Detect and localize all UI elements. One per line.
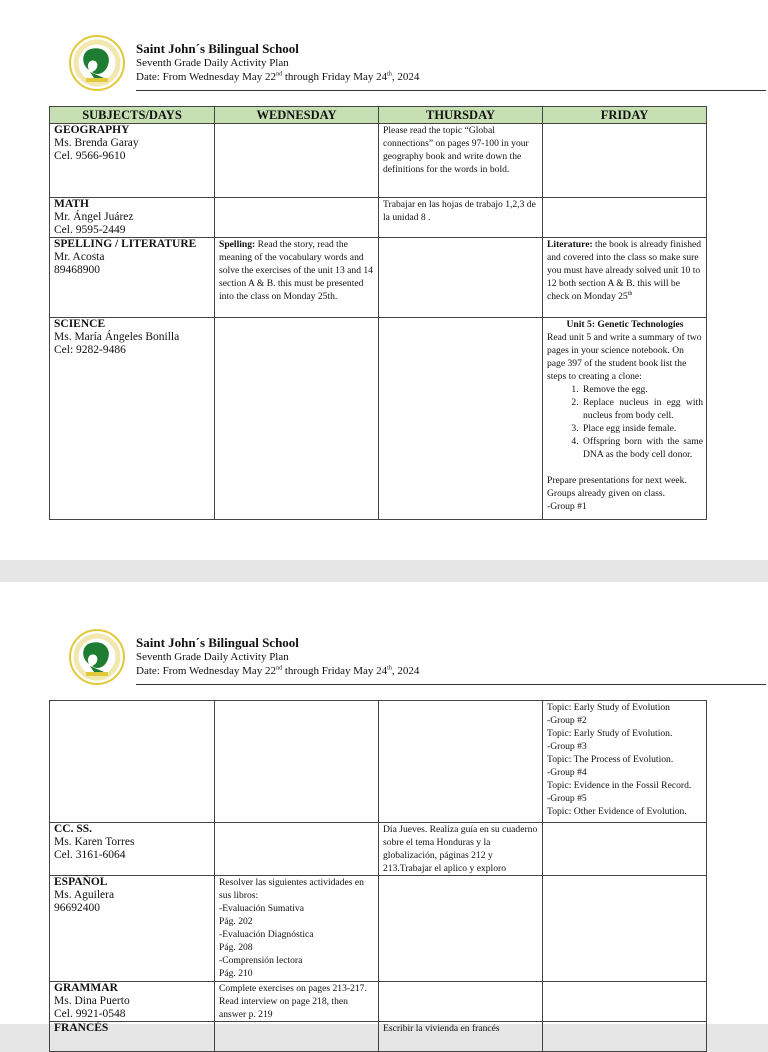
- wednesday-cell: [215, 876, 379, 982]
- subject-name: CC. SS.: [54, 823, 93, 835]
- column-header-friday: FRIDAY: [543, 107, 707, 124]
- teacher-phone: 96692400: [54, 902, 100, 914]
- school-name: Saint John´s Bilingual School: [136, 41, 299, 56]
- subject-name: GEOGRAPHY: [54, 124, 130, 136]
- friday-cell: Literature: the book is already finished and covered into the class so make sure you must have already solved unit 10 to 12 both section A & B. this will be check on Monday 25th: [543, 238, 707, 318]
- teacher-name: Mr. Acosta: [54, 251, 105, 263]
- subject-name: GRAMMAR: [54, 982, 118, 994]
- subject-name: FRANCÉS: [54, 1022, 109, 1034]
- subject-cell: [50, 823, 215, 876]
- teacher-name: Ms. María Ángeles Bonilla: [54, 331, 180, 343]
- presentation-note: Prepare presentations for next week.: [547, 475, 687, 486]
- groups-note: Groups already given on class.: [547, 488, 666, 499]
- list-item: Topic: The Process of Evolution.: [547, 754, 674, 765]
- list-item: -Group #3: [547, 741, 587, 752]
- activity-plan-table: [49, 106, 707, 520]
- wednesday-cell: [215, 1022, 379, 1052]
- list-item: -Group #5: [547, 793, 587, 804]
- friday-cell: [543, 1022, 707, 1052]
- activity-plan-table-continued: [49, 700, 707, 1052]
- header-rule: [136, 684, 766, 685]
- list-item: Topic: Evidence in the Fossil Record.: [547, 780, 692, 791]
- table-row-cutoff: [50, 1022, 707, 1052]
- school-logo-icon: [68, 34, 126, 92]
- friday-cell: [543, 318, 707, 520]
- subject-name: MATH: [54, 198, 89, 210]
- unit-title: Unit 5: Genetic Technologies: [566, 319, 684, 330]
- friday-cell: [543, 198, 707, 238]
- teacher-phone: Cel. 9921-0548: [54, 1008, 126, 1020]
- wednesday-cell: [215, 823, 379, 876]
- table-row-math: [50, 198, 707, 238]
- wednesday-cell: Spelling: Read the story, read the meaning of the vocabulary words and solve the exercises of the unit 13 and 14 section A & B. this must be presented into the class on Monday 25th.: [215, 238, 379, 318]
- clone-steps-list: [547, 383, 703, 461]
- subject-name: SPELLING / LITERATURE: [54, 238, 197, 250]
- subject-cell: [50, 124, 215, 198]
- teacher-phone: Cel. 3161-6064: [54, 849, 126, 861]
- table-row-grammar: [50, 982, 707, 1022]
- subject-cell: [50, 701, 215, 823]
- list-item: Topic: Early Study of Evolution.: [547, 728, 673, 739]
- page-header: [68, 628, 708, 688]
- table-row-science: [50, 318, 707, 520]
- thursday-cell: Día Jueves. Realiza guía en su cuaderno sobre el tema Honduras y la globalización, páginas 212 y 213.Trabajar el aplico y exploro: [379, 823, 543, 876]
- header-text: [136, 635, 419, 678]
- friday-cell: [543, 701, 707, 823]
- table-row-spelling-literature: [50, 238, 707, 318]
- wednesday-cell: [215, 198, 379, 238]
- subject-name: ESPAÑOL: [54, 876, 108, 888]
- list-item: -Evaluación Diagnóstica: [219, 929, 314, 940]
- list-item: Topic: Other Evidence of Evolution.: [547, 806, 687, 817]
- plan-title: Seventh Grade Daily Activity Plan: [136, 57, 289, 69]
- list-item: 3. Place egg inside female.: [581, 422, 703, 435]
- subject-cell: [50, 198, 215, 238]
- wednesday-cell: [215, 124, 379, 198]
- plan-date: Date: From Wednesday May 22nd through Friday May 24th, 2024: [136, 664, 420, 677]
- thursday-cell: [379, 876, 543, 982]
- teacher-name: Ms. Karen Torres: [54, 836, 135, 848]
- subject-cell: [50, 318, 215, 520]
- subject-cell: [50, 238, 215, 318]
- header-rule: [136, 90, 766, 91]
- list-item: Pág. 210: [219, 968, 253, 979]
- unit-intro: Read unit 5 and write a summary of two pages in your science notebook. On page 397 of the student book list the steps to creating a clone:: [547, 332, 702, 382]
- friday-cell: [543, 124, 707, 198]
- column-header-wednesday: WEDNESDAY: [215, 107, 379, 124]
- plan-date: Date: From Wednesday May 22nd through Friday May 24th, 2024: [136, 70, 420, 83]
- teacher-phone: 89468900: [54, 264, 100, 276]
- page-header: [68, 34, 708, 94]
- table-row-geography: [50, 124, 707, 198]
- wednesday-cell: [215, 318, 379, 520]
- thursday-cell: [379, 238, 543, 318]
- school-name: Saint John´s Bilingual School: [136, 635, 299, 650]
- table-header-row: [50, 107, 707, 124]
- friday-cell: [543, 876, 707, 982]
- wednesday-cell: [215, 701, 379, 823]
- list-item: Pág. 202: [219, 916, 253, 927]
- subject-name: SCIENCE: [54, 318, 106, 330]
- school-logo-icon: [68, 628, 126, 686]
- friday-cell: [543, 823, 707, 876]
- header-text: [136, 41, 419, 84]
- wednesday-cell: Complete exercises on pages 213-217. Read interview on page 218, then answer p. 219: [215, 982, 379, 1022]
- list-item: -Group #4: [547, 767, 587, 778]
- teacher-phone: Cel. 9595-2449: [54, 224, 126, 236]
- list-item: Topic: Early Study of Evolution: [547, 702, 670, 713]
- teacher-name: Mr. Ángel Juárez: [54, 211, 134, 223]
- list-item: 4. Offspring born with the same DNA as the body cell donor.: [581, 435, 703, 461]
- plan-title: Seventh Grade Daily Activity Plan: [136, 651, 289, 663]
- friday-cell: [543, 982, 707, 1022]
- teacher-name: Ms. Aguilera: [54, 889, 115, 901]
- teacher-name: Ms. Brenda Garay: [54, 137, 139, 149]
- teacher-phone: Cel: 9282-9486: [54, 344, 126, 356]
- teacher-name: Ms. Dina Puerto: [54, 995, 130, 1007]
- thursday-cell: Trabajar en las hojas de trabajo 1,2,3 de la unidad 8 .: [379, 198, 543, 238]
- subject-cell: [50, 1022, 215, 1052]
- list-item: Resolver las siguientes actividades en sus libros:: [219, 877, 364, 901]
- table-row-science-continued: [50, 701, 707, 823]
- group-label: -Group #1: [547, 501, 587, 512]
- teacher-phone: Cel. 9566-9610: [54, 150, 126, 162]
- thursday-cell: Escribir la vivienda en francés: [379, 1022, 543, 1052]
- list-item: 2. Replace nucleus in egg with nucleus from body cell.: [581, 396, 703, 422]
- column-header-subjects: SUBJECTS/DAYS: [50, 107, 215, 124]
- thursday-cell: [379, 701, 543, 823]
- subject-cell: [50, 982, 215, 1022]
- table-row-espanol: [50, 876, 707, 982]
- list-item: 1. Remove the egg.: [581, 383, 703, 396]
- list-item: -Comprensión lectora: [219, 955, 303, 966]
- table-row-ccss: [50, 823, 707, 876]
- list-item: Pág. 208: [219, 942, 253, 953]
- column-header-thursday: THURSDAY: [379, 107, 543, 124]
- list-item: -Group #2: [547, 715, 587, 726]
- subject-cell: [50, 876, 215, 982]
- thursday-cell: [379, 982, 543, 1022]
- document-page-2: [0, 582, 768, 1034]
- thursday-cell: [379, 318, 543, 520]
- list-item: -Evaluación Sumativa: [219, 903, 304, 914]
- thursday-cell: Please read the topic “Global connections” on pages 97-100 in your geography book and write down the definitions for the words in bold.: [379, 124, 543, 198]
